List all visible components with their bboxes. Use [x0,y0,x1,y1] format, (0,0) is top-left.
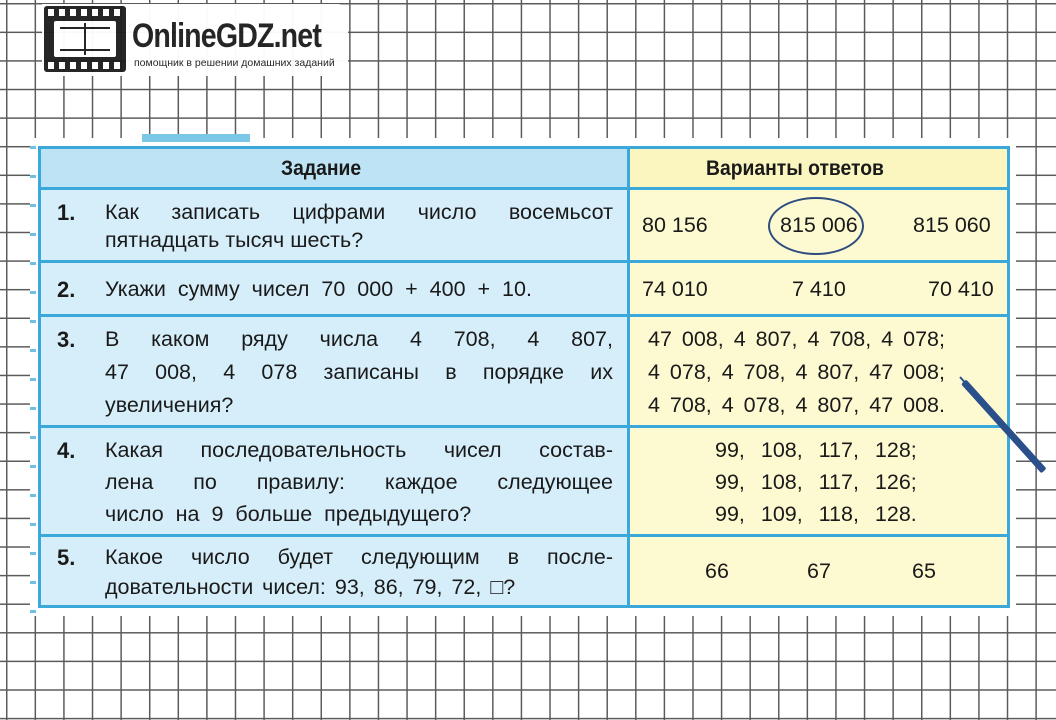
question-line: увеличения? [105,393,234,417]
row-number: 4. [57,438,76,463]
row-2-question-cell [41,263,627,314]
row-4-question-cell [41,428,627,534]
question-line: Как записать цифрами число восемьсот [105,200,613,224]
answer-option-selected[interactable]: 815 006 [780,213,858,237]
question-line: число на 9 больше предыдущего? [105,502,472,526]
question-line: пятнадцать тысяч шесть? [105,228,364,252]
answer-circle-mark [768,197,864,255]
question-line: В каком ряду числа 4 708, 4 807, [105,327,613,351]
answer-option[interactable]: 65 [912,559,936,583]
question-line: довательности чисел: 93, 86, 79, 72, □? [105,575,516,599]
answer-option-line[interactable]: 4 708, 4 078, 4 807, 47 008. [648,393,945,417]
answer-option[interactable]: 7 410 [792,277,846,301]
row-number: 3. [57,327,76,352]
row-number: 5. [57,545,76,570]
row-number: 1. [57,200,76,225]
answer-option-line[interactable]: 4 078, 4 708, 4 807, 47 008; [648,360,945,384]
row-1-question-cell [41,190,627,260]
answer-option[interactable]: 74 010 [642,277,708,301]
site-logo [42,4,348,76]
header-task: Задание [281,157,362,180]
answer-option[interactable]: 80 156 [642,213,708,237]
task-sheet [30,138,1016,616]
answer-option-line[interactable]: 99, 109, 118, 128. [715,502,917,526]
answer-option-line[interactable]: 99, 108, 117, 126; [715,470,917,494]
question-line: Какая последовательность чисел состав- [105,438,613,462]
row-4-answers-cell [630,428,1007,534]
answer-option[interactable]: 67 [807,559,831,583]
row-5-answers-cell [630,537,1007,605]
left-edge-ticks [30,146,36,616]
header-answers-cell [630,149,1007,187]
answer-option[interactable]: 66 [705,559,729,583]
question-line: Укажи сумму чисел 70 000 + 400 + 10. [105,277,532,301]
header-task-cell [41,149,627,187]
row-3-question-cell [41,317,627,425]
logo-title: OnlineGDZ.net [132,17,321,55]
answer-option[interactable]: 815 060 [913,213,991,237]
decorative-tab [142,134,250,142]
row-2-answers-cell [630,263,1007,314]
logo-subtitle: помощник в решении домашних заданий [134,57,335,69]
row-number: 2. [57,277,76,302]
answer-option-line[interactable]: 47 008, 4 807, 4 708, 4 078; [648,327,945,351]
answer-option[interactable]: 70 410 [928,277,994,301]
header-answers: Варианты ответов [706,157,884,180]
film-book-icon [44,6,126,72]
question-line: Какое число будет следующим в после- [105,545,613,569]
answers-table [38,146,1010,608]
row-1-answers-cell [630,190,1007,260]
answer-option-line[interactable]: 99, 108, 117, 128; [715,438,917,462]
question-line: 47 008, 4 078 записаны в порядке их [105,360,613,384]
question-line: лена по правилу: каждое следующее [105,470,613,494]
row-3-answers-cell [630,317,1007,425]
row-5-question-cell [41,537,627,605]
